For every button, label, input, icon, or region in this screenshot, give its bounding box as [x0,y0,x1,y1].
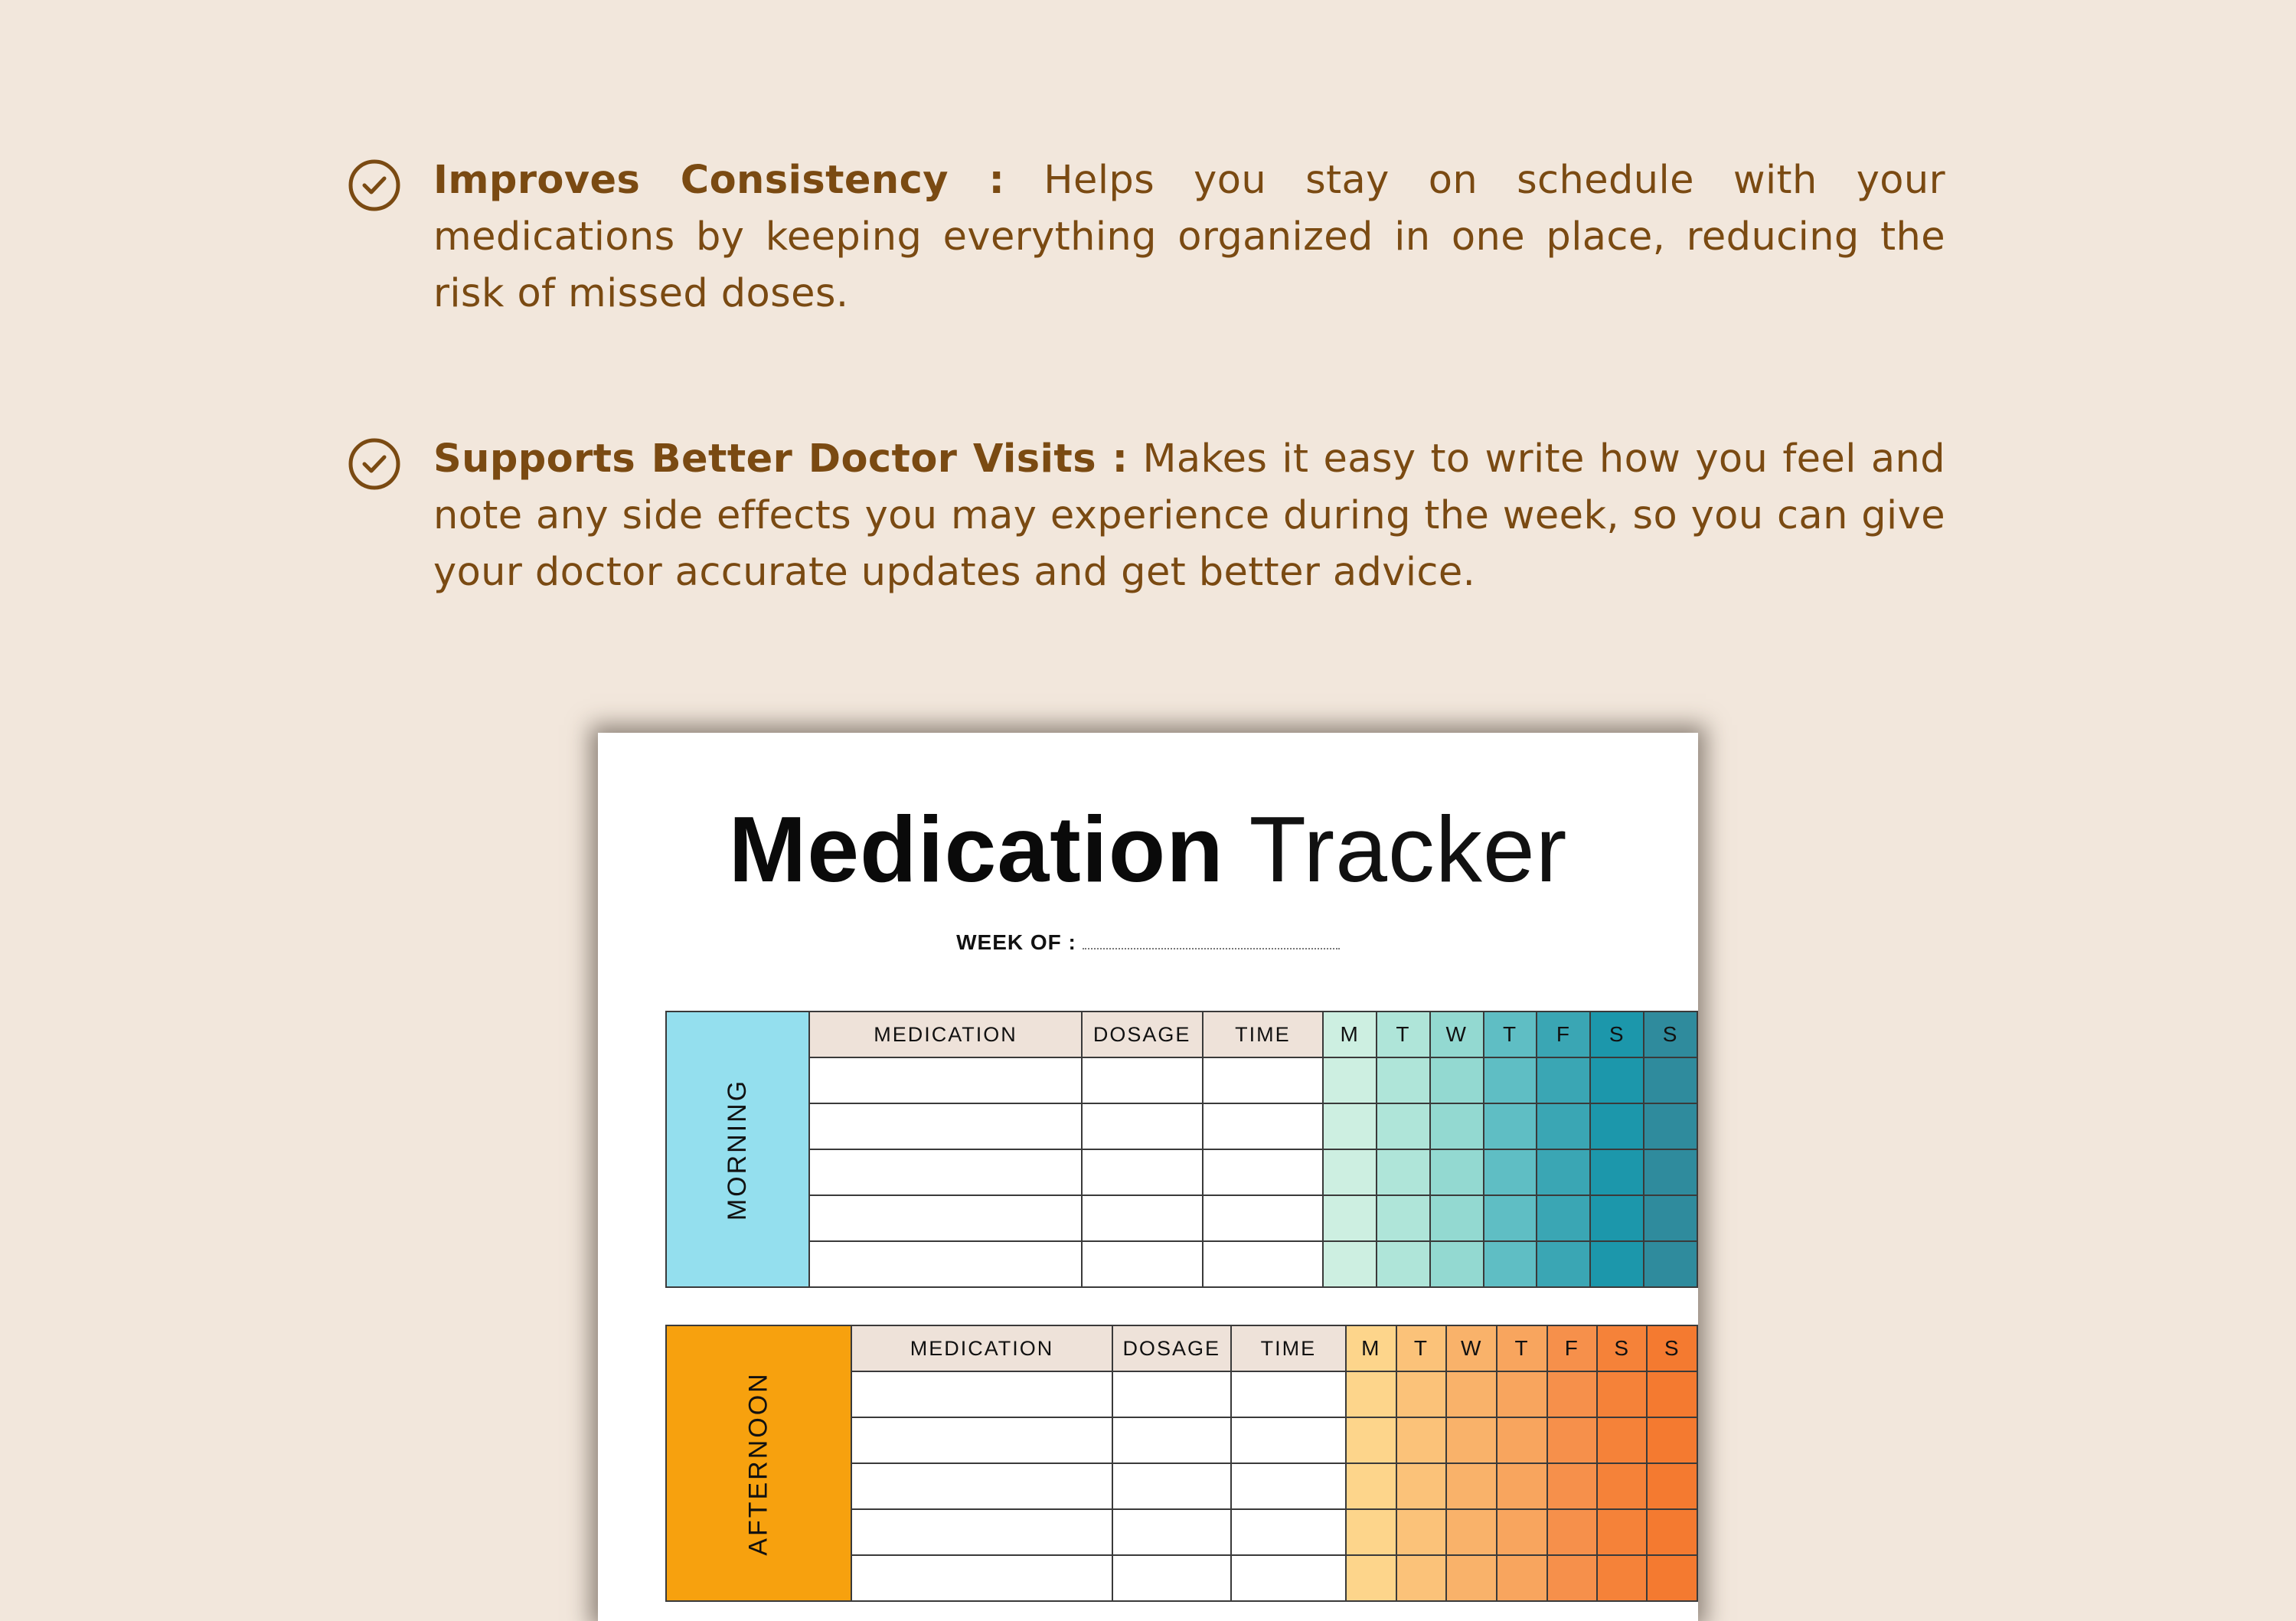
feature-text [433,152,1945,322]
day-check-cell[interactable] [1430,1057,1484,1103]
tracker-table-morning [665,1011,1698,1288]
column-header-dosage: DOSAGE [1112,1325,1231,1371]
day-check-cell[interactable] [1346,1371,1396,1417]
medication-cell[interactable] [851,1463,1112,1509]
dosage-cell[interactable] [1112,1463,1231,1509]
day-check-cell[interactable] [1446,1463,1497,1509]
day-check-cell[interactable] [1644,1149,1697,1195]
dosage-cell[interactable] [1112,1417,1231,1463]
day-check-cell[interactable] [1396,1555,1446,1601]
day-check-cell[interactable] [1644,1057,1697,1103]
day-check-cell[interactable] [1484,1241,1537,1287]
table-row [666,1195,1697,1241]
day-check-cell[interactable] [1590,1149,1644,1195]
day-check-cell[interactable] [1497,1371,1546,1417]
section-label [666,1011,809,1287]
time-cell[interactable] [1231,1463,1346,1509]
dosage-cell[interactable] [1112,1371,1231,1417]
tracker-title [598,796,1698,903]
day-check-cell[interactable] [1497,1555,1546,1601]
column-header-day: F [1537,1011,1590,1057]
medication-cell[interactable] [809,1103,1081,1149]
day-check-cell[interactable] [1537,1241,1590,1287]
column-header-day: M [1346,1325,1396,1371]
medication-cell[interactable] [809,1241,1081,1287]
dosage-cell[interactable] [1082,1195,1203,1241]
column-header-day: T [1396,1325,1446,1371]
column-header-day: T [1377,1011,1430,1057]
day-check-cell[interactable] [1323,1195,1377,1241]
time-cell[interactable] [1203,1149,1324,1195]
day-check-cell[interactable] [1446,1509,1497,1555]
day-check-cell[interactable] [1484,1103,1537,1149]
medication-cell[interactable] [851,1371,1112,1417]
tracker-table-afternoon [665,1325,1698,1602]
day-check-cell[interactable] [1346,1509,1396,1555]
check-circle-icon [348,437,401,491]
day-check-cell[interactable] [1590,1103,1644,1149]
day-check-cell[interactable] [1430,1241,1484,1287]
day-check-cell[interactable] [1647,1555,1697,1601]
day-check-cell[interactable] [1446,1417,1497,1463]
day-check-cell[interactable] [1597,1463,1647,1509]
table-header-row [666,1011,1697,1057]
column-header-day: T [1484,1011,1537,1057]
day-check-cell[interactable] [1547,1463,1597,1509]
day-check-cell[interactable] [1497,1463,1546,1509]
day-check-cell[interactable] [1430,1149,1484,1195]
medication-cell[interactable] [851,1555,1112,1601]
day-check-cell[interactable] [1590,1241,1644,1287]
time-cell[interactable] [1203,1195,1324,1241]
day-check-cell[interactable] [1497,1417,1546,1463]
title-bold: Medication [728,797,1224,901]
day-check-cell[interactable] [1446,1371,1497,1417]
time-cell[interactable] [1231,1417,1346,1463]
day-check-cell[interactable] [1547,1555,1597,1601]
table-header-row [666,1325,1697,1371]
section-label-text: MORNING [723,1078,753,1221]
feature-title: Supports Better Doctor Visits : [433,436,1128,482]
week-of-field[interactable] [1083,933,1340,949]
day-check-cell[interactable] [1346,1555,1396,1601]
day-check-cell[interactable] [1396,1509,1446,1555]
day-check-cell[interactable] [1644,1195,1697,1241]
time-cell[interactable] [1203,1103,1324,1149]
day-check-cell[interactable] [1484,1195,1537,1241]
table-row [666,1103,1697,1149]
medication-cell[interactable] [809,1149,1081,1195]
table-row [666,1057,1697,1103]
day-check-cell[interactable] [1537,1103,1590,1149]
column-header-day: T [1497,1325,1546,1371]
day-check-cell[interactable] [1484,1057,1537,1103]
day-check-cell[interactable] [1647,1417,1697,1463]
dosage-cell[interactable] [1112,1509,1231,1555]
day-check-cell[interactable] [1430,1195,1484,1241]
check-circle-icon [348,159,401,212]
medication-cell[interactable] [851,1417,1112,1463]
day-check-cell[interactable] [1446,1555,1497,1601]
day-check-cell[interactable] [1346,1417,1396,1463]
column-header-day: S [1644,1011,1697,1057]
day-check-cell[interactable] [1647,1371,1697,1417]
feature-description: Makes it easy to write how you feel and note any side effects you may experience during the week, so you can give your doctor accurate updates and get better advice. [433,436,1946,595]
time-cell[interactable] [1203,1057,1324,1103]
day-check-cell[interactable] [1547,1417,1597,1463]
dosage-cell[interactable] [1082,1057,1203,1103]
day-check-cell[interactable] [1644,1241,1697,1287]
column-header-day: S [1590,1011,1644,1057]
day-check-cell[interactable] [1547,1509,1597,1555]
day-check-cell[interactable] [1484,1149,1537,1195]
day-check-cell[interactable] [1430,1103,1484,1149]
day-check-cell[interactable] [1377,1057,1430,1103]
table-row [666,1149,1697,1195]
title-light: Tracker [1249,797,1568,901]
table-row [666,1241,1697,1287]
week-of [598,930,1698,955]
column-header-day: S [1597,1325,1647,1371]
day-check-cell[interactable] [1396,1417,1446,1463]
day-check-cell[interactable] [1377,1103,1430,1149]
day-check-cell[interactable] [1537,1195,1590,1241]
dosage-cell[interactable] [1112,1555,1231,1601]
day-check-cell[interactable] [1547,1371,1597,1417]
week-of-label: WEEK OF : [956,930,1076,954]
feature-description: Helps you stay on schedule with your medications by keeping everything organized in one place, reducing the risk of missed doses. [433,158,1945,316]
day-check-cell[interactable] [1597,1555,1647,1601]
column-header-medication: MEDICATION [851,1325,1112,1371]
column-header-dosage: DOSAGE [1082,1011,1203,1057]
day-check-cell[interactable] [1647,1509,1697,1555]
day-check-cell[interactable] [1647,1463,1697,1509]
day-check-cell[interactable] [1597,1509,1647,1555]
column-header-day: F [1547,1325,1597,1371]
day-check-cell[interactable] [1377,1241,1430,1287]
day-check-cell[interactable] [1396,1371,1446,1417]
column-header-medication: MEDICATION [809,1011,1081,1057]
day-check-cell[interactable] [1323,1103,1377,1149]
day-check-cell[interactable] [1644,1103,1697,1149]
section-label [666,1325,851,1601]
dosage-cell[interactable] [1082,1149,1203,1195]
column-header-day: W [1430,1011,1484,1057]
day-check-cell[interactable] [1396,1463,1446,1509]
day-check-cell[interactable] [1323,1057,1377,1103]
day-check-cell[interactable] [1323,1241,1377,1287]
day-check-cell[interactable] [1590,1195,1644,1241]
dosage-cell[interactable] [1082,1103,1203,1149]
day-check-cell[interactable] [1377,1149,1430,1195]
time-cell[interactable] [1231,1371,1346,1417]
day-check-cell[interactable] [1597,1371,1647,1417]
time-cell[interactable] [1231,1555,1346,1601]
day-check-cell[interactable] [1497,1509,1546,1555]
day-check-cell[interactable] [1537,1149,1590,1195]
section-label-text: AFTERNOON [743,1371,773,1556]
feature-text [433,431,1945,601]
day-check-cell[interactable] [1537,1057,1590,1103]
time-cell[interactable] [1203,1241,1324,1287]
time-cell[interactable] [1231,1509,1346,1555]
column-header-time: TIME [1203,1011,1324,1057]
column-header-day: S [1647,1325,1697,1371]
day-check-cell[interactable] [1346,1463,1396,1509]
day-check-cell[interactable] [1377,1195,1430,1241]
column-header-day: M [1323,1011,1377,1057]
dosage-cell[interactable] [1082,1241,1203,1287]
medication-cell[interactable] [809,1195,1081,1241]
day-check-cell[interactable] [1590,1057,1644,1103]
medication-cell[interactable] [851,1509,1112,1555]
column-header-day: W [1446,1325,1497,1371]
column-header-time: TIME [1231,1325,1346,1371]
day-check-cell[interactable] [1597,1417,1647,1463]
feature-title: Improves Consistency : [433,158,1005,203]
day-check-cell[interactable] [1323,1149,1377,1195]
medication-cell[interactable] [809,1057,1081,1103]
tracker-sheet [598,733,1698,1621]
